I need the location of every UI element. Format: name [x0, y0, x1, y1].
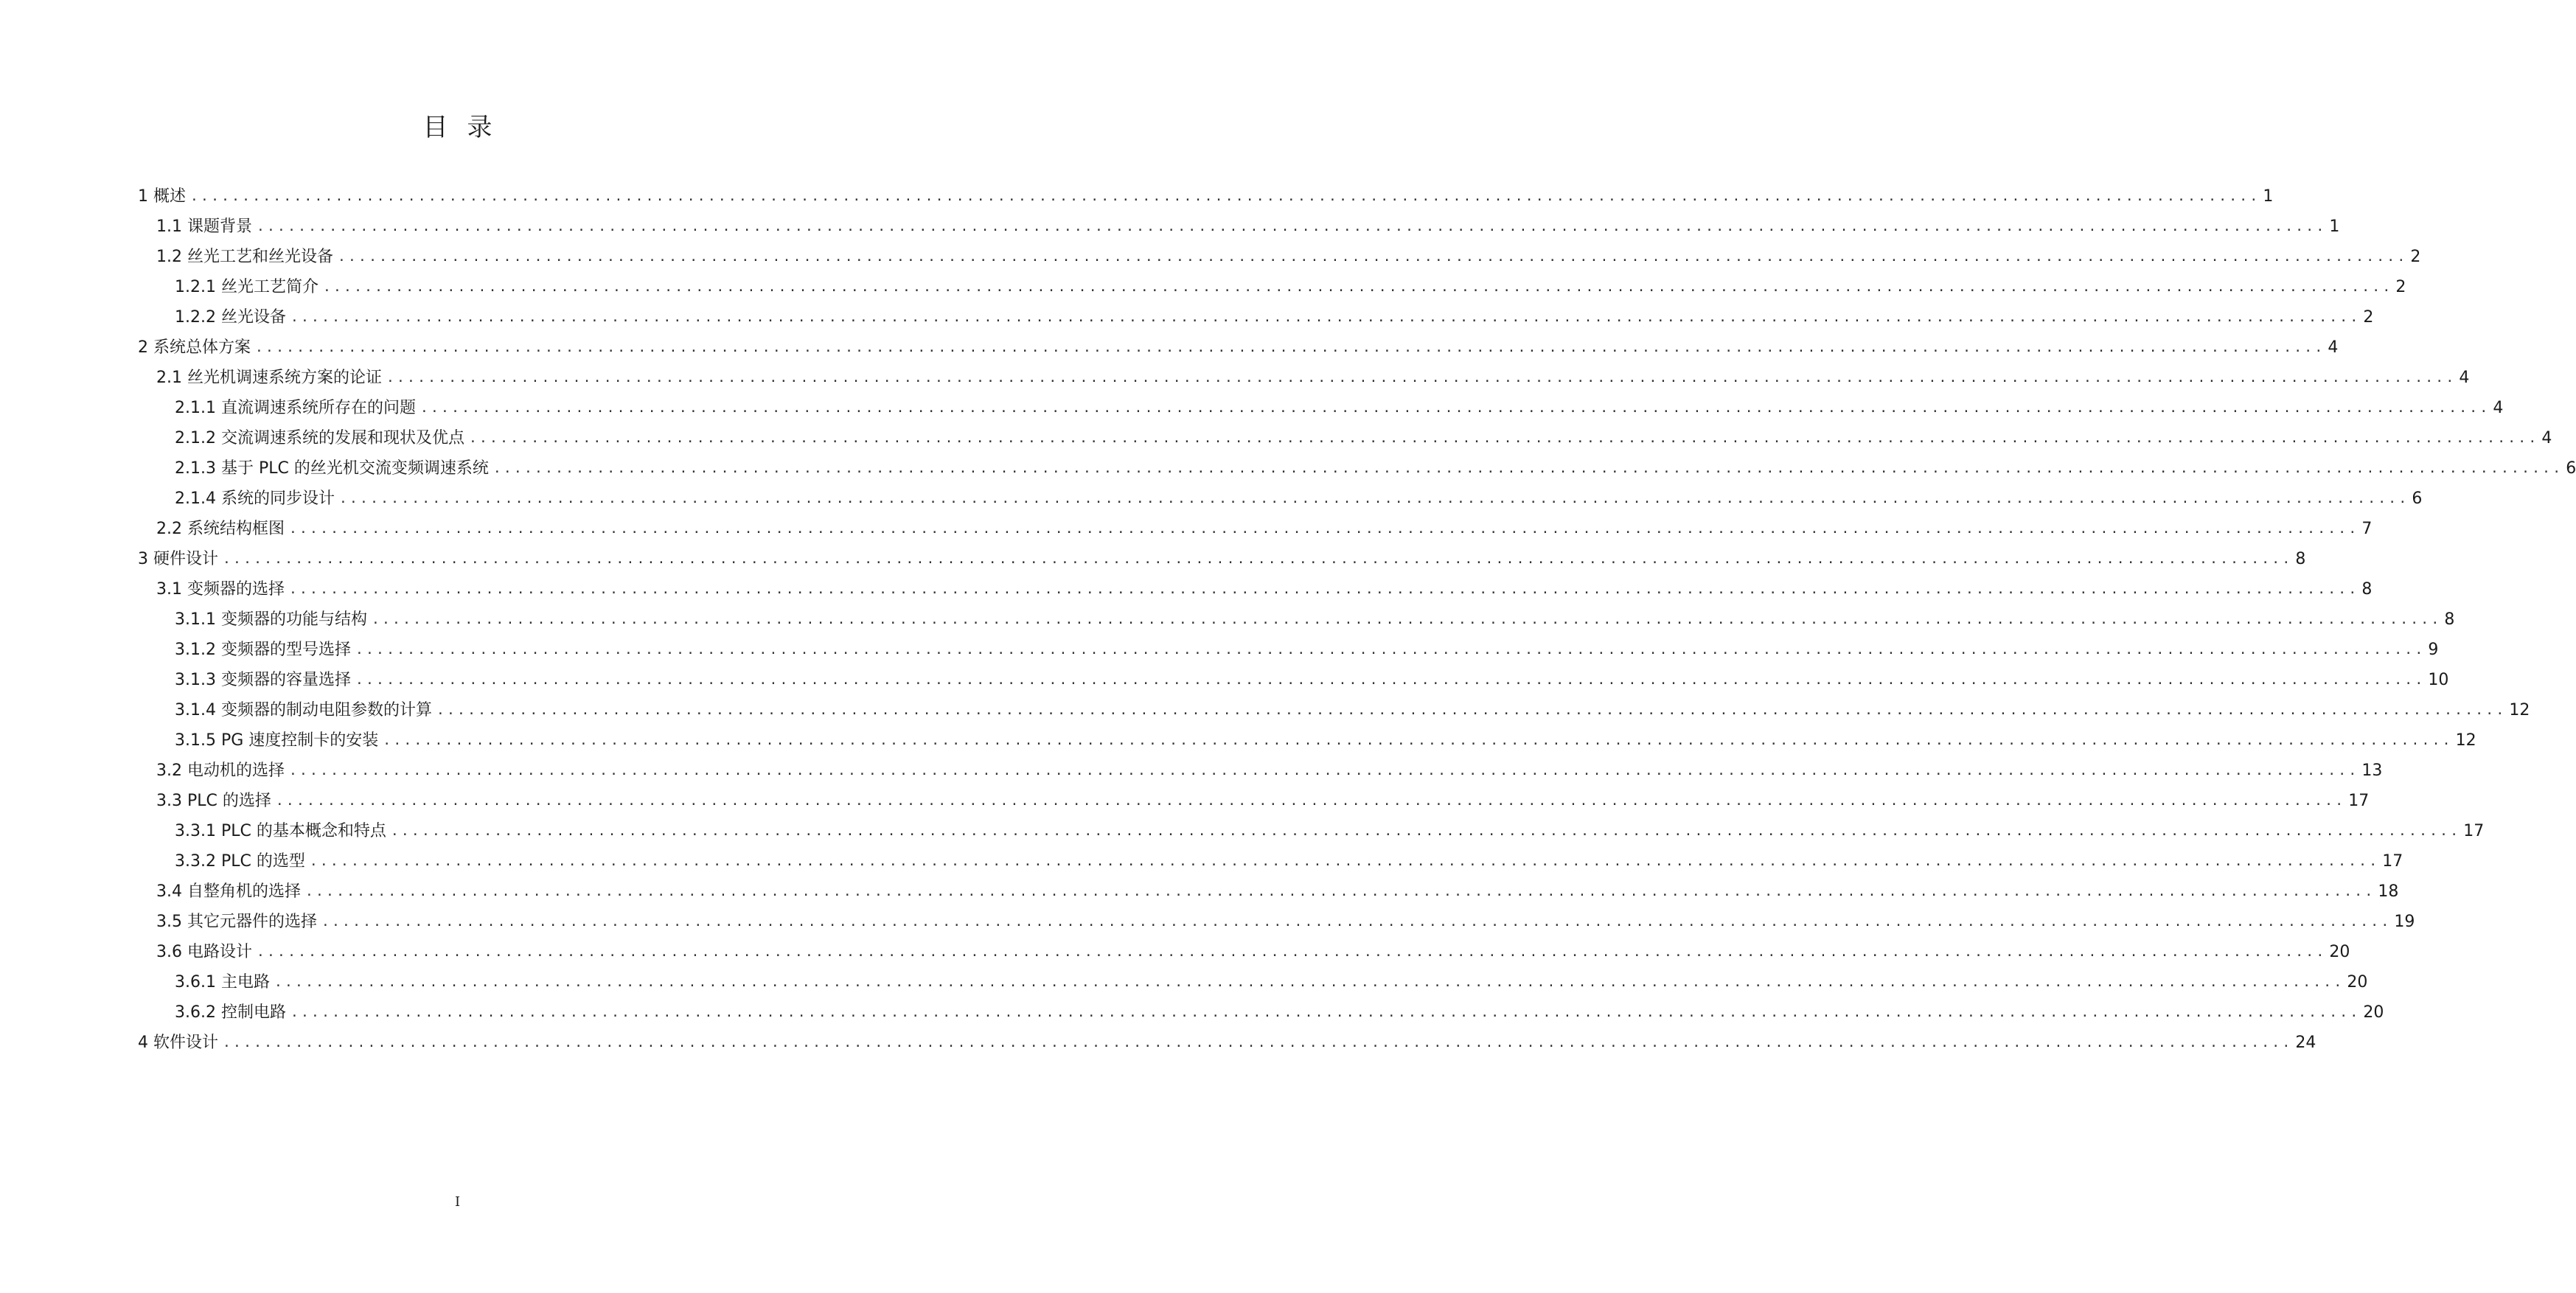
- toc-entry-label: 3.6.2 控制电路: [175, 1003, 286, 1022]
- toc-entry-page: 1: [2263, 187, 2274, 206]
- toc-entry-page: 6: [2412, 489, 2423, 508]
- toc-entry-page: 2: [2363, 308, 2374, 327]
- toc-leader-dots: ........................................................................................................................................................................................................: [304, 884, 2375, 899]
- toc-leader-dots: ........................................................................................................................................................................................................: [274, 975, 2344, 990]
- toc-entry-label: 3 硬件设计: [138, 550, 218, 568]
- toc-entry[interactable]: [175, 696, 2530, 725]
- toc-entry-page: 9: [2428, 641, 2439, 659]
- toc-leader-dots: ........................................................................................................................................................................................................: [322, 279, 2393, 295]
- toc-entry-page: 4: [2459, 369, 2470, 387]
- toc-entry-page: 4: [2493, 399, 2504, 417]
- toc-entry-label: 2 系统总体方案: [138, 338, 251, 357]
- toc-leader-dots: ........................................................................................................................................................................................................: [492, 461, 2563, 476]
- toc-entry-label: 4 软件设计: [138, 1034, 218, 1052]
- toc-entry[interactable]: [156, 243, 2421, 272]
- toc-leader-dots: ........................................................................................................................................................................................................: [290, 310, 2361, 325]
- toc-leader-dots: ........................................................................................................................................................................................................: [383, 733, 2453, 748]
- toc-leader-dots: ........................................................................................................................................................................................................: [309, 854, 2380, 869]
- toc-entry-page: 8: [2295, 550, 2306, 568]
- toc-entry[interactable]: [175, 454, 2576, 484]
- toc-entry[interactable]: [156, 756, 2383, 786]
- toc-leader-dots: ........................................................................................................................................................................................................: [420, 400, 2490, 416]
- toc-entry-label: 3.5 其它元器件的选择: [156, 913, 317, 931]
- toc-entry-page: 20: [2347, 973, 2368, 991]
- toc-entry-page: 24: [2295, 1034, 2316, 1052]
- toc-entry-label: 2.1.4 系统的同步设计: [175, 489, 335, 508]
- toc-entry-page: 6: [2566, 459, 2576, 478]
- toc-entry-label: 3.6.1 主电路: [175, 973, 270, 991]
- toc-entry-label: 1.2.1 丝光工艺简介: [175, 278, 318, 296]
- toc-leader-dots: ........................................................................................................................................................................................................: [288, 582, 2359, 597]
- toc-entry-label: 3.3 PLC 的选择: [156, 792, 271, 810]
- toc-leader-dots: ........................................................................................................................................................................................................: [255, 340, 2325, 355]
- toc-entry-label: 3.2 电动机的选择: [156, 761, 285, 780]
- toc-title: 目录: [422, 113, 512, 142]
- toc-entry-label: 3.4 自整角机的选择: [156, 882, 301, 901]
- toc-entry-label: 2.1 丝光机调速系统方案的论证: [156, 369, 382, 387]
- toc-entry-page: 13: [2361, 761, 2383, 780]
- page-number: I: [454, 1194, 461, 1210]
- toc-entry-label: 1.2 丝光工艺和丝光设备: [156, 248, 333, 266]
- toc-entry-label: 2.1.2 交流调速系统的发展和现状及优点: [175, 429, 464, 447]
- toc-entry[interactable]: [175, 394, 2504, 423]
- toc-leader-dots: ........................................................................................................................................................................................................: [321, 914, 2392, 930]
- toc-entry[interactable]: [156, 363, 2470, 393]
- toc-leader-dots: ........................................................................................................................................................................................................: [275, 793, 2346, 809]
- toc-entry-label: 3.3.1 PLC 的基本概念和特点: [175, 822, 386, 840]
- toc-entry-label: 2.1.3 基于 PLC 的丝光机交流变频调速系统: [175, 459, 489, 478]
- toc-leader-dots: ........................................................................................................................................................................................................: [390, 823, 2461, 839]
- toc-leader-dots: ........................................................................................................................................................................................................: [223, 1035, 2293, 1050]
- toc-leader-dots: ........................................................................................................................................................................................................: [436, 703, 2507, 718]
- toc-leader-dots: ........................................................................................................................................................................................................: [290, 1005, 2361, 1020]
- toc-entry-label: 3.1.3 变频器的容量选择: [175, 671, 351, 689]
- toc-entry-page: 12: [2509, 701, 2530, 719]
- toc-entry-page: 7: [2361, 520, 2373, 538]
- toc-entry-page: 4: [2541, 429, 2552, 447]
- toc-leader-dots: ........................................................................................................................................................................................................: [468, 431, 2539, 446]
- toc-leader-dots: ........................................................................................................................................................................................................: [355, 642, 2426, 658]
- toc-entry-page: 4: [2328, 338, 2339, 357]
- toc-entry-page: 17: [2382, 852, 2403, 871]
- toc-entry-page: 8: [2361, 580, 2373, 599]
- toc-entry[interactable]: [138, 333, 2339, 363]
- toc-entry-page: 20: [2363, 1003, 2384, 1022]
- toc-entry-page: 20: [2329, 943, 2350, 961]
- toc-entry-label: 3.1.4 变频器的制动电阻参数的计算: [175, 701, 432, 719]
- toc-entry-label: 1.2.2 丝光设备: [175, 308, 286, 327]
- toc-entry-page: 17: [2348, 792, 2370, 810]
- toc-entry-label: 3.1 变频器的选择: [156, 580, 285, 599]
- toc-entry-page: 10: [2428, 671, 2449, 689]
- toc-entry-page: 8: [2444, 610, 2455, 629]
- toc-entry[interactable]: [138, 545, 2306, 574]
- toc-entry[interactable]: [156, 212, 2340, 242]
- toc-entry-label: 2.1.1 直流调速系统所存在的问题: [175, 399, 416, 417]
- toc-entry[interactable]: [175, 847, 2403, 876]
- toc-entry-label: 1.1 课题背景: [156, 217, 252, 236]
- toc-entry-page: 17: [2463, 822, 2485, 840]
- toc-entry-page: 2: [2395, 278, 2406, 296]
- toc-leader-dots: ........................................................................................................................................................................................................: [386, 370, 2457, 386]
- toc-leader-dots: ........................................................................................................................................................................................................: [288, 763, 2359, 778]
- toc-leader-dots: ........................................................................................................................................................................................................: [355, 672, 2426, 688]
- toc-entry-label: 3.1.1 变频器的功能与结构: [175, 610, 367, 629]
- toc-entry[interactable]: [175, 817, 2485, 846]
- toc-entry-page: 1: [2329, 217, 2340, 236]
- toc-entry-label: 3.6 电路设计: [156, 943, 252, 961]
- toc-leader-dots: ........................................................................................................................................................................................................: [256, 219, 2327, 234]
- toc-entry-label: 2.2 系统结构框图: [156, 520, 285, 538]
- toc-entry-page: 19: [2394, 913, 2415, 931]
- toc-entry[interactable]: [175, 484, 2423, 514]
- toc-entry[interactable]: [175, 605, 2455, 635]
- toc-leader-dots: ........................................................................................................................................................................................................: [338, 491, 2409, 506]
- toc-entry[interactable]: [175, 666, 2449, 695]
- toc-entry[interactable]: [156, 907, 2415, 937]
- toc-leader-dots: ........................................................................................................................................................................................................: [337, 249, 2408, 265]
- toc-entry-page: 18: [2378, 882, 2399, 901]
- toc-entry-page: 12: [2455, 731, 2476, 750]
- toc-entry[interactable]: [156, 877, 2399, 907]
- toc-entry[interactable]: [175, 303, 2374, 332]
- toc-leader-dots: ........................................................................................................................................................................................................: [371, 612, 2442, 627]
- toc-entry[interactable]: [138, 1028, 2316, 1058]
- toc-entry-label: 3.1.5 PG 速度控制卡的安装: [175, 731, 379, 750]
- toc-entry[interactable]: [156, 515, 2373, 544]
- toc-entry[interactable]: [156, 938, 2350, 967]
- toc-entry-label: 1 概述: [138, 187, 186, 206]
- toc-entry[interactable]: [175, 635, 2439, 665]
- toc-entry[interactable]: [175, 998, 2384, 1028]
- toc-entry[interactable]: [175, 968, 2368, 997]
- toc-entry[interactable]: [175, 424, 2552, 453]
- toc-leader-dots: ........................................................................................................................................................................................................: [223, 551, 2293, 567]
- toc-entry-label: 3.3.2 PLC 的选型: [175, 852, 305, 871]
- toc-entry[interactable]: [175, 726, 2476, 756]
- toc-leader-dots: ........................................................................................................................................................................................................: [256, 944, 2327, 960]
- toc-leader-dots: ........................................................................................................................................................................................................: [288, 521, 2359, 537]
- toc-entry[interactable]: [175, 273, 2406, 302]
- toc-entry[interactable]: [138, 182, 2274, 212]
- toc-entry[interactable]: [156, 575, 2373, 604]
- toc-entry[interactable]: [156, 787, 2370, 816]
- toc-leader-dots: ........................................................................................................................................................................................................: [190, 189, 2260, 204]
- toc-entry-label: 3.1.2 变频器的型号选择: [175, 641, 351, 659]
- toc-entry-page: 2: [2410, 248, 2421, 266]
